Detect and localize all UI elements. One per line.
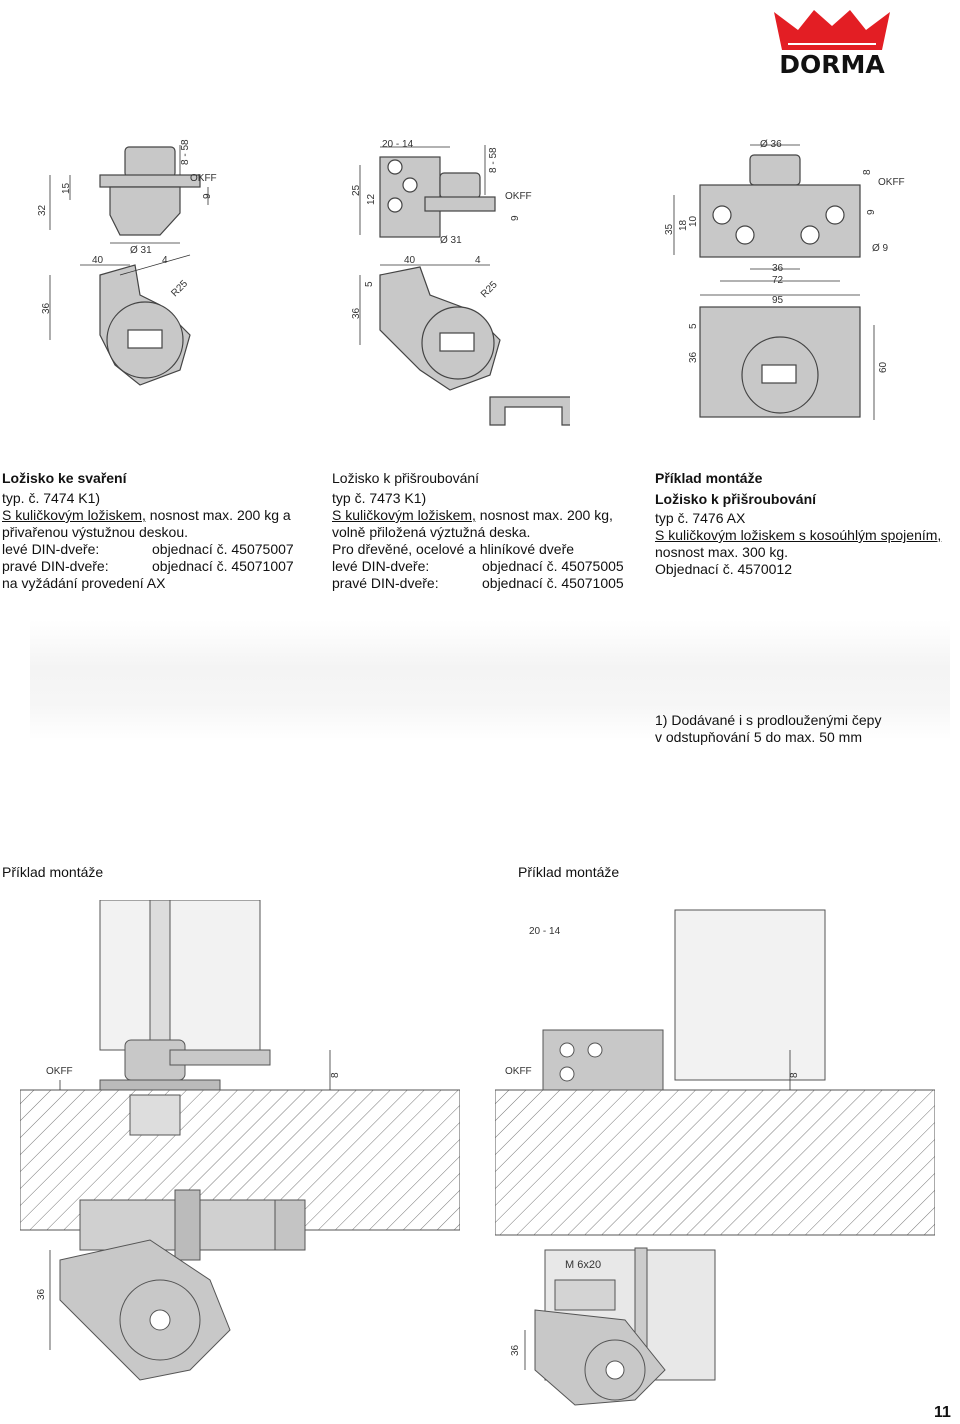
col1-right-row <box>2 558 294 575</box>
page-number: 11 <box>934 1404 951 1421</box>
label-okff-bl: OKFF <box>46 1066 73 1077</box>
figure-mounting-left <box>20 900 460 1410</box>
col1-right-label: pravé DIN-dveře: <box>2 558 109 574</box>
dim-32: 32 <box>37 204 48 216</box>
footnote <box>655 712 881 746</box>
col3-line1 <box>655 527 941 544</box>
col2-line3: Pro dřevěné, ocelové a hliníkové dveře <box>332 541 575 557</box>
dim-95: 95 <box>772 295 784 306</box>
col1-line1 <box>2 507 294 524</box>
col2-line1-rest: nosnost max. 200 kg, <box>475 507 613 523</box>
col2-right-label: pravé DIN-dveře: <box>332 575 439 591</box>
col2-left-label: levé DIN-dveře: <box>332 558 430 574</box>
col3-line3: Objednací č. 4570012 <box>655 561 792 577</box>
dim-60: 60 <box>878 361 889 373</box>
dim-35: 35 <box>664 223 675 235</box>
dim-36: 36 <box>41 302 52 314</box>
dim-25: 25 <box>351 184 362 196</box>
col2-line2: volně přiložená výztužná deska. <box>332 524 531 540</box>
dim-12: 12 <box>366 193 377 205</box>
dim-d36: Ø 36 <box>760 139 782 150</box>
column-angle-bearing <box>655 470 941 578</box>
col2-right-value: objednací č. 45071005 <box>482 575 624 591</box>
dim-8-bl: 8 <box>330 1072 341 1078</box>
dim-8-c: 8 <box>862 169 873 175</box>
column-weld-bearing <box>2 470 294 592</box>
column-screw-bearing <box>332 470 624 592</box>
dim-36-br: 36 <box>510 1344 521 1356</box>
bottom-right-heading: Příklad montáže <box>518 864 620 880</box>
dim-r25-b: R25 <box>478 279 500 301</box>
dim-72: 72 <box>772 275 784 286</box>
bottom-left-heading: Příklad montáže <box>2 864 104 880</box>
label-okff-c: OKFF <box>878 177 905 188</box>
label-m6x20: M 6x20 <box>565 1259 602 1271</box>
dim-8-58-b: 8 - 58 <box>488 147 499 173</box>
dim-36-d: 36 <box>688 351 699 363</box>
footnote-line1: 1) Dodávané i s prodlouženými čepy <box>655 712 882 728</box>
col3-type: typ č. 7476 AX <box>655 510 746 526</box>
col1-line1-rest: nosnost max. 200 kg a <box>145 507 291 523</box>
col2-left-row <box>332 558 624 575</box>
dim-9-b: 9 <box>510 215 521 221</box>
dim-d9: Ø 9 <box>872 243 889 254</box>
label-okff-b: OKFF <box>505 191 532 202</box>
col1-right-value: objednací č. 45071007 <box>152 558 294 574</box>
dim-8-br: 8 <box>789 1072 800 1078</box>
col2-left-value: objednací č. 45075005 <box>482 558 624 574</box>
dim-36-bl: 36 <box>36 1288 47 1300</box>
col3-line1-underline: S kuličkovým ložiskem s kosoúhlým spojením, <box>655 527 942 543</box>
dim-18: 18 <box>678 219 689 231</box>
col3-title: Ložisko k přišroubování <box>655 491 817 507</box>
dim-36-b: 36 <box>351 307 362 319</box>
col1-type: typ. č. 7474 K1) <box>2 490 101 506</box>
dim-9: 9 <box>202 193 213 199</box>
col2-title: Ložisko k přišroubování <box>332 470 480 486</box>
dim-r25: R25 <box>169 278 191 300</box>
label-okff: OKFF <box>190 173 217 184</box>
dim-5-c: 5 <box>688 323 699 329</box>
dim-40: 40 <box>92 255 104 266</box>
col1-line2: přivařenou výstužnou deskou. <box>2 524 188 540</box>
logo-text: DORMA <box>779 50 885 79</box>
dim-4: 4 <box>162 255 168 266</box>
col1-left-label: levé DIN-dveře: <box>2 541 100 557</box>
dorma-logo <box>768 4 896 80</box>
col3-heading: Příklad montáže <box>655 470 763 486</box>
col2-line1-underline: S kuličkovým ložiskem, <box>332 507 476 523</box>
dim-10: 10 <box>688 215 699 227</box>
dim-15: 15 <box>61 182 72 194</box>
label-okff-br: OKFF <box>505 1066 532 1077</box>
dim-5-b: 5 <box>364 281 375 287</box>
dim-d31-b: Ø 31 <box>440 235 462 246</box>
dim-9-c: 9 <box>866 209 877 215</box>
col1-line1-underline: S kuličkovým ložiskem, <box>2 507 146 523</box>
dim-36-c: 36 <box>772 263 784 274</box>
dim-8-58: 8 - 58 <box>180 139 191 165</box>
dim-20-14-br: 20 - 14 <box>529 926 561 937</box>
col3-line2: nosnost max. 300 kg. <box>655 544 789 560</box>
figure-weld-bearing <box>30 135 240 395</box>
dim-20-14: 20 - 14 <box>382 139 414 150</box>
figure-screw-bearing <box>340 135 570 455</box>
col2-right-row <box>332 575 624 592</box>
col1-left-row <box>2 541 294 558</box>
col1-title: Ložisko ke svaření <box>2 470 127 486</box>
footnote-line2: v odstupňování 5 do max. 50 mm <box>655 729 862 745</box>
dim-40-b: 40 <box>404 255 416 266</box>
figure-angle-bearing <box>660 135 930 425</box>
dim-4-b: 4 <box>475 255 481 266</box>
col2-type: typ č. 7473 K1) <box>332 490 427 506</box>
col2-line1 <box>332 507 624 524</box>
col1-left-value: objednací č. 45075007 <box>152 541 294 557</box>
dim-d31: Ø 31 <box>130 245 152 256</box>
col1-note: na vyžádání provedení AX <box>2 575 166 591</box>
figure-mounting-right <box>495 900 935 1410</box>
